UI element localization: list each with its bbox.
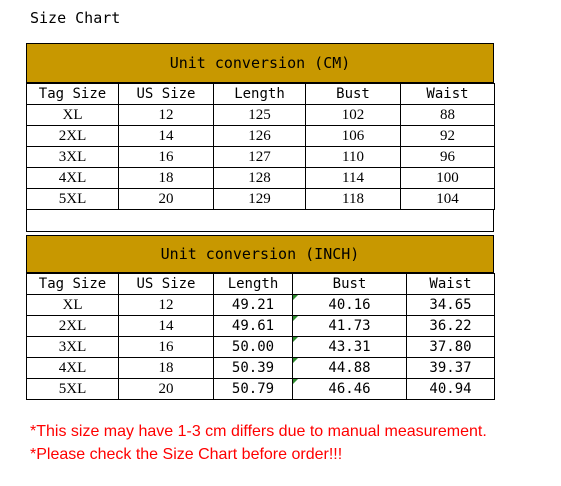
column-header-waist: Waist <box>407 274 495 295</box>
cell-bust: 102 <box>306 105 401 126</box>
cell-length: 126 <box>214 126 306 147</box>
column-header-tag-size: Tag Size <box>27 274 119 295</box>
cell-tag-size: 2XL <box>27 126 119 147</box>
table-header-row <box>27 84 495 105</box>
cell-us-size: 16 <box>119 337 214 358</box>
cell-us-size: 20 <box>119 189 214 210</box>
cell-waist: 96 <box>401 147 495 168</box>
table-row <box>27 295 495 316</box>
cell-tag-size: 5XL <box>27 379 119 400</box>
cell-tag-size: XL <box>27 105 119 126</box>
cell-waist: 36.22 <box>407 316 495 337</box>
table-row <box>27 337 495 358</box>
table-spacer <box>26 210 494 232</box>
column-header-us-size: US Size <box>119 84 214 105</box>
cm-table-block <box>26 43 494 232</box>
cell-tag-size: 3XL <box>27 337 119 358</box>
cell-waist: 40.94 <box>407 379 495 400</box>
cell-waist: 34.65 <box>407 295 495 316</box>
column-header-waist: Waist <box>401 84 495 105</box>
cell-waist: 92 <box>401 126 495 147</box>
table-row <box>27 126 495 147</box>
cell-bust: 44.88 <box>293 358 407 379</box>
cell-waist: 39.37 <box>407 358 495 379</box>
cell-tag-size: 5XL <box>27 189 119 210</box>
cell-waist: 104 <box>401 189 495 210</box>
cell-us-size: 20 <box>119 379 214 400</box>
cell-tag-size: 3XL <box>27 147 119 168</box>
cell-tag-size: XL <box>27 295 119 316</box>
cm-table-heading: Unit conversion (CM) <box>26 43 494 83</box>
cell-tag-size: 4XL <box>27 168 119 189</box>
column-header-tag-size: Tag Size <box>27 84 119 105</box>
cell-us-size: 14 <box>119 126 214 147</box>
cell-length: 127 <box>214 147 306 168</box>
cell-bust: 114 <box>306 168 401 189</box>
table-row <box>27 189 495 210</box>
cell-length: 50.00 <box>214 337 293 358</box>
column-header-length: Length <box>214 84 306 105</box>
table-row <box>27 316 495 337</box>
cell-us-size: 18 <box>119 168 214 189</box>
cell-length: 129 <box>214 189 306 210</box>
table-row <box>27 379 495 400</box>
cell-waist: 88 <box>401 105 495 126</box>
column-header-length: Length <box>214 274 293 295</box>
cell-bust: 40.16 <box>293 295 407 316</box>
table-row <box>27 147 495 168</box>
cell-length: 49.21 <box>214 295 293 316</box>
column-header-us-size: US Size <box>119 274 214 295</box>
column-header-bust: Bust <box>306 84 401 105</box>
cell-length: 50.79 <box>214 379 293 400</box>
cell-bust: 110 <box>306 147 401 168</box>
cell-length: 49.61 <box>214 316 293 337</box>
table-header-row <box>27 274 495 295</box>
cell-bust: 106 <box>306 126 401 147</box>
cell-us-size: 16 <box>119 147 214 168</box>
cell-length: 50.39 <box>214 358 293 379</box>
table-row <box>27 105 495 126</box>
cell-tag-size: 4XL <box>27 358 119 379</box>
page-title: Size Chart <box>30 9 121 27</box>
cell-us-size: 12 <box>119 105 214 126</box>
table-row <box>27 168 495 189</box>
cell-us-size: 12 <box>119 295 214 316</box>
cell-bust: 41.73 <box>293 316 407 337</box>
cell-bust: 43.31 <box>293 337 407 358</box>
cell-waist: 37.80 <box>407 337 495 358</box>
cell-waist: 100 <box>401 168 495 189</box>
cell-length: 125 <box>214 105 306 126</box>
cell-us-size: 14 <box>119 316 214 337</box>
column-header-bust: Bust <box>293 274 407 295</box>
measurement-note: *This size may have 1-3 cm differs due to manual measurement. <box>30 423 487 440</box>
cell-us-size: 18 <box>119 358 214 379</box>
cell-bust: 46.46 <box>293 379 407 400</box>
check-chart-note: *Please check the Size Chart before order!!! <box>30 446 343 463</box>
cell-length: 128 <box>214 168 306 189</box>
cm-table <box>26 83 495 210</box>
table-row <box>27 358 495 379</box>
inch-table-heading: Unit conversion (INCH) <box>26 235 494 273</box>
cell-bust: 118 <box>306 189 401 210</box>
inch-table <box>26 273 495 400</box>
cell-tag-size: 2XL <box>27 316 119 337</box>
inch-table-block <box>26 235 494 400</box>
